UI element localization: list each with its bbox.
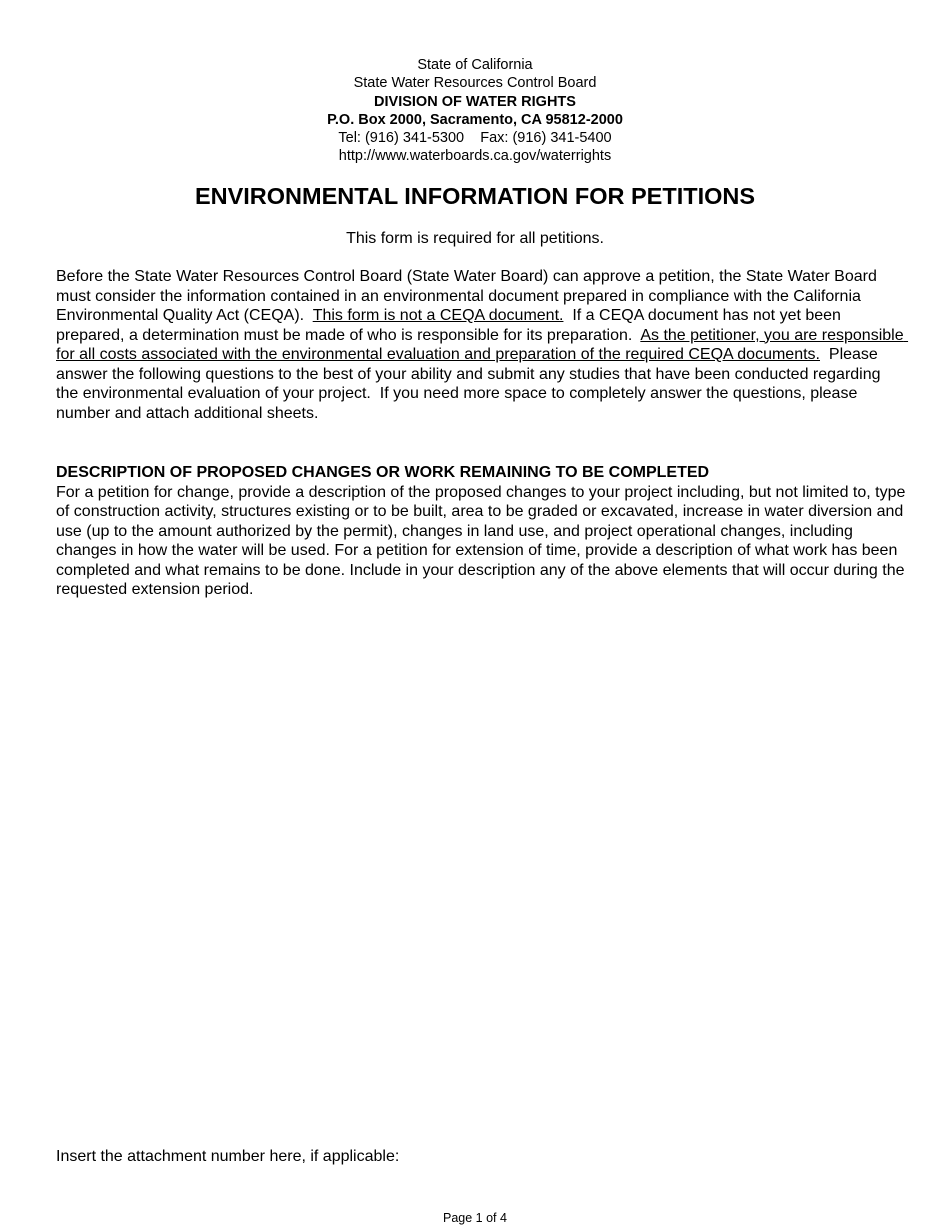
intro-text-2: If a CEQA document has not yet been prepared, a determination must be made of who is responsible for its preparation. xyxy=(56,307,846,344)
intro-paragraph xyxy=(56,267,909,423)
description-section-heading: DESCRIPTION OF PROPOSED CHANGES OR WORK REMAINING TO BE COMPLETED xyxy=(56,464,710,481)
attachment-label: Insert the attachment number here, if applicable: xyxy=(56,1148,400,1165)
header-phone-fax: Tel: (916) 341-5300 Fax: (916) 341-5400 xyxy=(338,130,612,147)
attachment-number-input[interactable] xyxy=(407,1147,611,1167)
intro-text-1: Before the State Water Resources Control Board (State Water Board) can approve a petition, the State Water Board must consider the information contained in an environmental document prepared in compliance with the California Environmental Quality Act (CEQA). xyxy=(56,268,882,324)
description-answer-field[interactable] xyxy=(56,610,910,1134)
header-division: DIVISION OF WATER RIGHTS xyxy=(374,93,576,110)
description-section-instructions: For a petition for change, provide a description of the proposed changes to your project including, but not limited to, type of construction activity, structures existing or to be built, area to be graded or excavated, increase in water diversion and use (up to the amount authorized by the permit), changes in land use, and project operational changes, including changes in how the water will be used. For a petition for extension of time, provide a description of what work has been completed and what remains to be done. Include in your description any of the above elements that will occur during the requested extension period. xyxy=(56,483,906,598)
intro-not-ceqa-notice: This form is not a CEQA document. xyxy=(312,307,564,324)
form-subtitle: This form is required for all petitions. xyxy=(346,230,604,247)
header-website: http://www.waterboards.ca.gov/waterrights xyxy=(338,148,612,165)
attachment-row xyxy=(56,1147,906,1167)
header-state: State of California xyxy=(417,57,533,73)
description-section xyxy=(56,463,906,600)
page-number: Page 1 of 4 xyxy=(443,1211,507,1225)
header-board: State Water Resources Control Board xyxy=(353,75,597,92)
agency-header xyxy=(0,56,950,166)
header-address: P.O. Box 2000, Sacramento, CA 95812-2000 xyxy=(327,111,623,128)
form-title: ENVIRONMENTAL INFORMATION FOR PETITIONS xyxy=(194,183,756,209)
intro-text-3: Please answer the following questions to the best of your ability and submit any studies that have been conducted regarding the environmental evaluation of your project. If you need more space to completely answer the questions, please number and attach additional sheets. xyxy=(56,346,885,422)
intro-cost-responsibility-notice: As the petitioner, you are responsible for all costs associated with the environmental evaluation and preparation of the required CEQA documents. xyxy=(56,326,909,363)
